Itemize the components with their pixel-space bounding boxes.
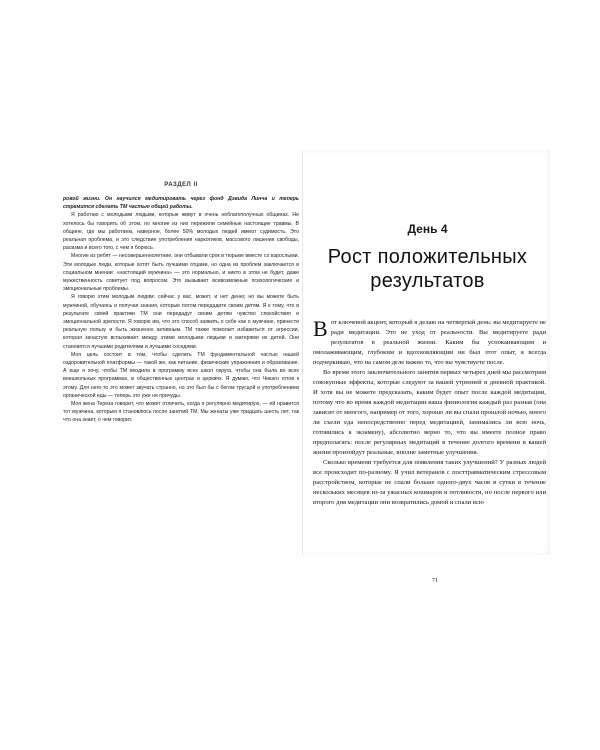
right-page-text [313, 318, 546, 508]
left-page-text [63, 195, 299, 425]
section-header: РАЗДЕЛ II [164, 182, 198, 188]
paragraph: Во время этого заключительного занятия первых четырех дней мы рассмотрим совокупные эффекты, которые следуют за вашей утренней и дневной практикой. И хотя вы не можете предсказать, каким будет опыт после каждой медитации, потому что во время каждой медитации ваша физиология каждый раз разная (она зависит от многого, например от того, хорошо ли вы спали прошлой ночью, много ли съели еда непосредственно перед медитацией, занимались ли всю ночь, готовились к экзамену), абсолютно верно то, что вы имеете полное право предполагать: после регулярных медитаций в течение долгого времени в вашей жизни произойдут реальные, вполне заметные улучшения. [313, 369, 546, 456]
paragraph: Я говорю этим молодым людям: сейчас у вас, может, и нет денег, но вы можете быть мужчиной, обучаясь и получая знания, которые потом передадите своим детям. Я к тому, что в результате своей практики ТМ они передадут своим детям чувство спокойствия и эмоциональной зрелости. Я говорю им, что это способ заявить о себе как о мужчине, принести реальную пользу и быть жизненно активным. ТМ также помогает избавиться от агрессии, которая зачастую вспыхивает между этими молодыми людьми и матерями их детей. Они становятся лучшими родителями и лучшими соседями. [63, 294, 299, 350]
paragraph: Сколько времени требуется для появления таких улучшений? У разных людей все происходит по-разному. Я учил ветеранов с посттравматическим стрессовым расстройством, которые не спали больше одного-двух часов в сутки в течение нескольких месяцев из-за ужасных кошмаров и потливости, но после первого или второго дня медитации они возвратились домой и спали всю [313, 459, 546, 506]
paragraph: Многие из ребят — несовершеннолетние, они отбывали срок в тюрьме вместе со взрослыми. Эти молодые люди, которые хотят быть лучшими отцами, но одна из проблем заключается в социальном мнении: «настоящий мужчина» — это нормально, и никто в этом не будет, даже мужественность советует под вопросом. Это вызывает всевозможные психологические и эмоциональные проблемы. [63, 253, 299, 293]
paragraph: ровой жизни. Он научился медитировать через фонд Дэвида Линча и теперь стремится сделать ТМ частью общей работы. [63, 196, 299, 211]
drop-cap: В [313, 316, 328, 341]
paragraph: Моя цель состоит в том, чтобы сделать ТМ фундаментальной частью нашей оздоровительной платформы — такой же, как питание, физические упражнения и образование. А еще я хочу, чтобы ТМ входила в программу всех школ округа, чтобы она была во всех внешкольных программах, в общественных центрах и церквях. Я думаю, что Чикаго готов к этому. Для него-то это может звучать странно, но это был бы с бегом трусцой и употреблением органической еды — теперь это уже не причуды. [63, 351, 299, 399]
paragraph: Моя жена Тереза говорит, что может отличить, когда я регулярно медитирую, — ей нравится тот мужчина, которым я становлюсь после занятий ТМ. Мы женаты уже тридцать шесть лет, так что она знает, о чем говорит. [63, 401, 299, 424]
chapter-title: Рост положительных результатов [327, 246, 528, 292]
left-page [60, 150, 303, 555]
day-label: День 4 [407, 222, 448, 236]
page-number: 71 [432, 578, 438, 584]
right-page [305, 150, 550, 555]
paragraph: Я работаю с молодыми людьми, которые живут в очень неблагополучных общинах. Не хотелось бы говорить об этом, но многие из них пережили семейные настоящие травмы. В общине, где мы работаем, наверное, более 50% молодых людей имеют судимость. Это реальная проблема, и это следствие употребления наркотиков, массового лишения свободы, расизма и всего того, с чем я борюсь. [63, 212, 299, 252]
paragraph [313, 318, 546, 368]
paragraph-text: от ключевой акцент, который я делаю на четвертый день: вы медитируете не ради медитации. Это не уход от реальности. Вы медитируете ради результатов в реальной жизни. Каким бы успокаивающим и омолаживающим, глубоким и вдохновляющим ни был этот опыт, я всегда подчеркиваю, что на самом деле важно то, что вы чувствуете после. [313, 319, 546, 366]
